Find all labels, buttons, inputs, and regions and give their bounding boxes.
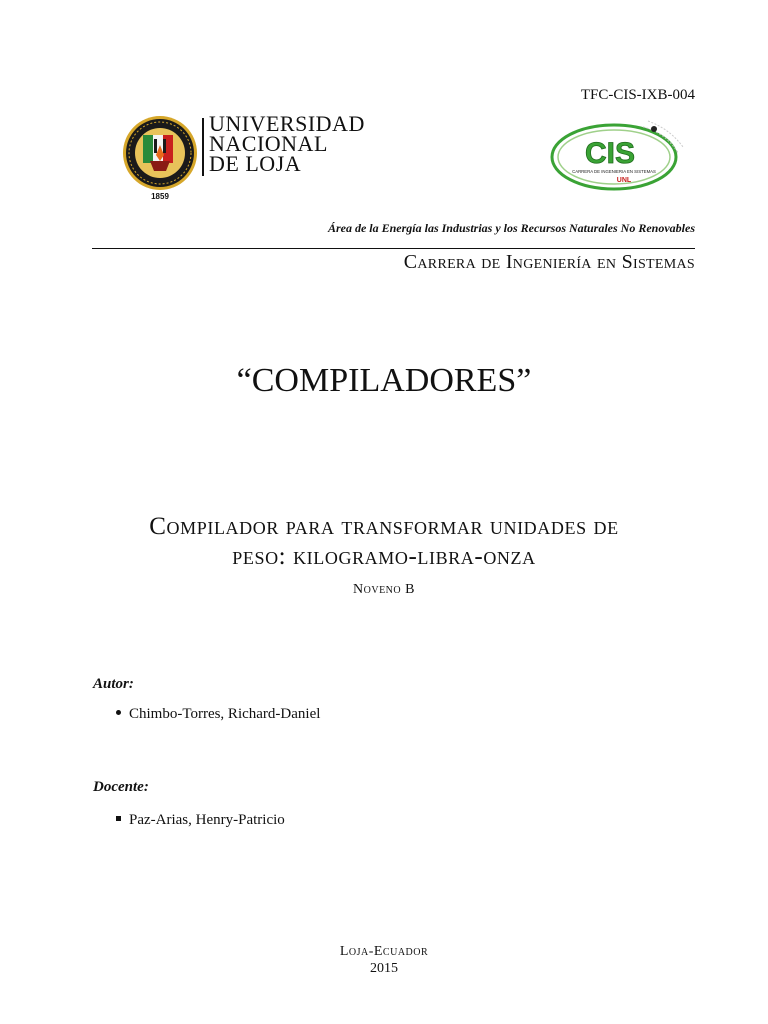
document-title: “COMPILADORES”	[236, 362, 532, 399]
university-name-line2: NACIONAL	[209, 131, 328, 156]
footer	[0, 943, 768, 977]
cis-logo	[548, 115, 688, 195]
bullet-icon	[116, 816, 121, 821]
university-name	[209, 111, 365, 176]
teacher-name: Paz-Arias, Henry-Patricio	[129, 812, 285, 828]
footer-year: 2015	[370, 961, 398, 976]
footer-city: Loja-Ecuador	[339, 944, 429, 959]
subtitle-line1: Compilador para transformar unidades de	[149, 513, 619, 540]
teacher-list-item	[116, 812, 285, 829]
document-code: TFC-CIS-IXB-004	[580, 87, 695, 103]
bullet-icon	[116, 710, 121, 715]
unl-seal-year: 1859	[151, 192, 169, 201]
header-rule	[92, 248, 695, 249]
area-heading: Área de la Energía las Industrias y los Recursos Naturales No Renovables	[327, 221, 695, 235]
cis-logo-institution: UNL	[616, 177, 632, 184]
author-name: Chimbo-Torres, Richard-Daniel	[129, 706, 321, 722]
cis-logo-acronym: CIS	[584, 137, 636, 170]
unl-divider	[202, 118, 204, 176]
teacher-label: Docente:	[93, 779, 149, 795]
cis-logo-subtext: CARRERA DE INGENIERIA EN SISTEMAS	[572, 169, 656, 174]
author-list-item	[116, 706, 320, 723]
carrera-heading: Carrera de Ingeniería en Sistemas	[403, 251, 695, 273]
unl-seal-logo	[120, 115, 200, 201]
university-name-line1: UNIVERSIDAD	[209, 111, 365, 136]
author-label: Autor:	[93, 676, 134, 692]
subtitle-line2: peso: kilogramo-libra-onza	[232, 543, 536, 570]
group-label: Noveno B	[353, 582, 415, 597]
university-name-line3: DE LOJA	[209, 151, 302, 176]
document-subtitle	[60, 512, 708, 572]
